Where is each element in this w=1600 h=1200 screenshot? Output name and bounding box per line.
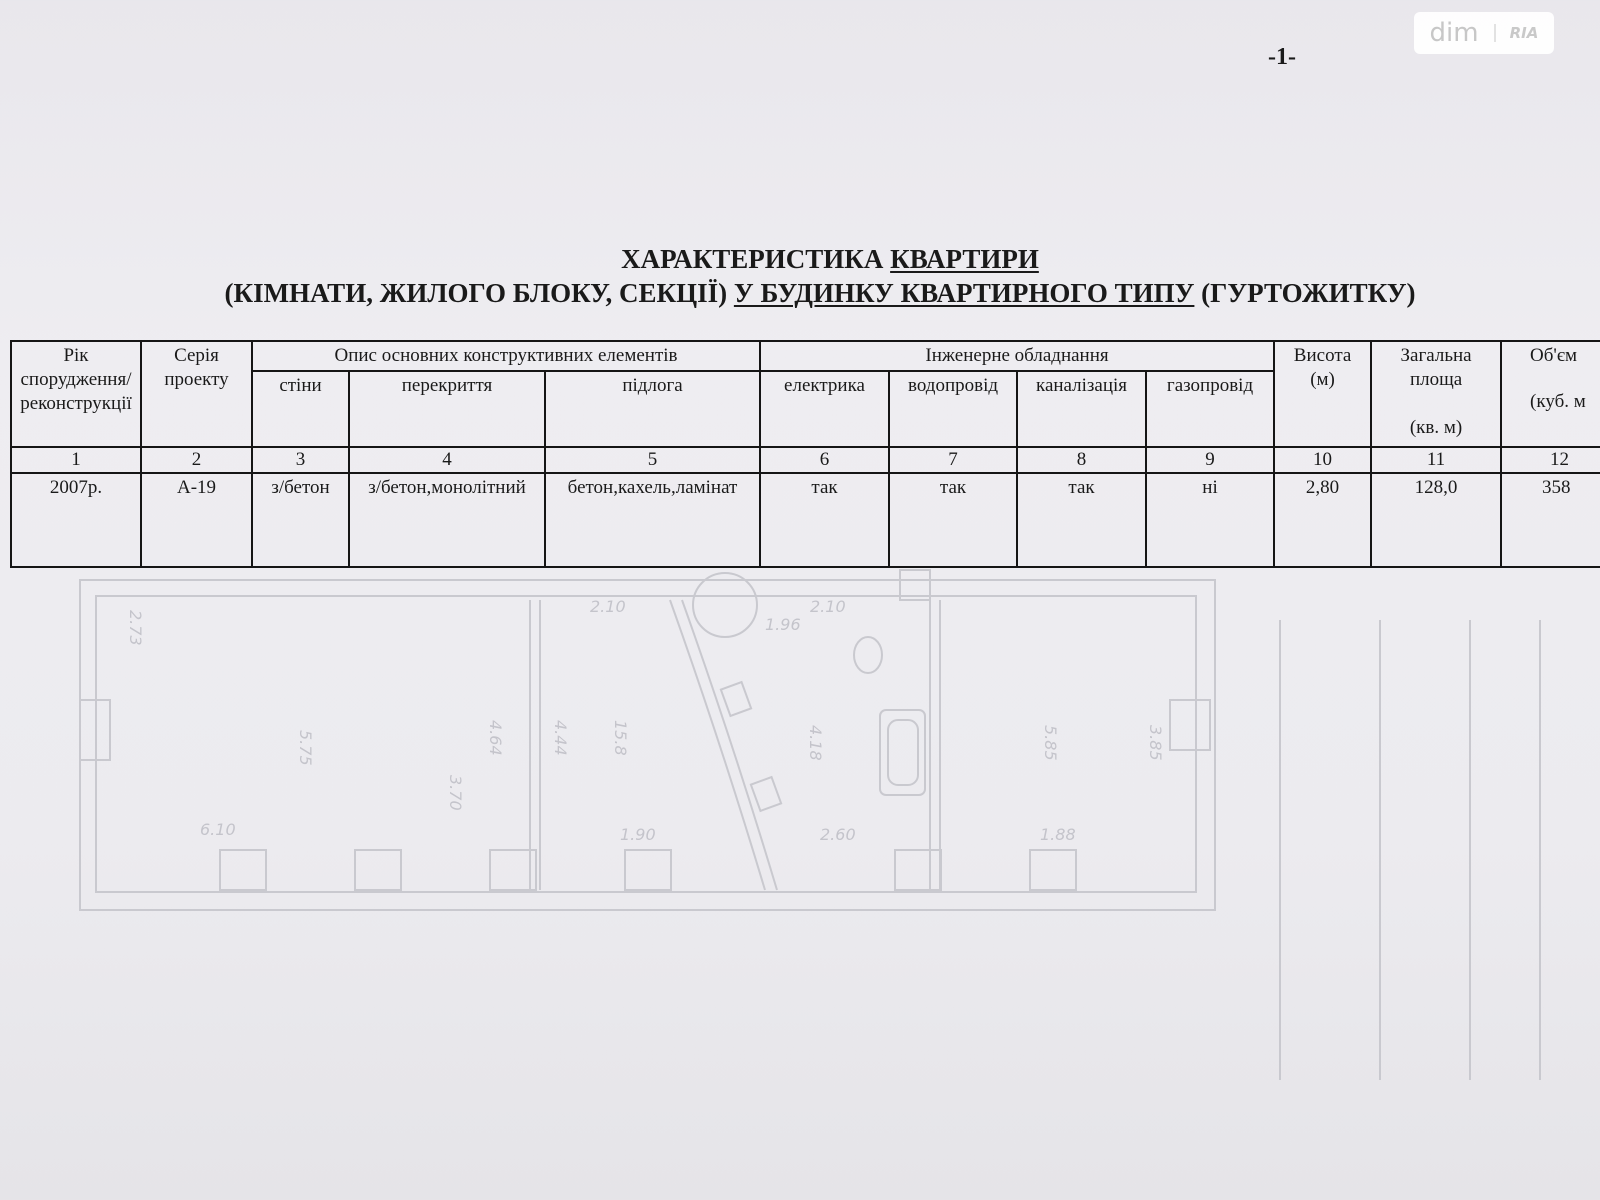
header-volume-unit: (куб. м: [1530, 391, 1586, 412]
plan-label: 3.70: [446, 775, 465, 811]
floor-plan-drawing: [0, 560, 1600, 1120]
column-number: 11: [1371, 447, 1501, 473]
cell-ceiling: з/бетон,монолітний: [349, 473, 545, 567]
plan-label: 1.96: [765, 615, 801, 634]
title-line2-part2: (ГУРТОЖИТКУ): [1194, 278, 1416, 308]
column-number: 2: [141, 447, 252, 473]
plan-label: 5.75: [296, 730, 315, 766]
plan-label: 4.64: [486, 720, 505, 756]
plan-label: 1.90: [620, 825, 656, 844]
column-number: 9: [1146, 447, 1274, 473]
column-number: 7: [889, 447, 1017, 473]
cell-height: 2,80: [1274, 473, 1371, 567]
cell-series: А-19: [141, 473, 252, 567]
title-line1-underlined: КВАРТИРИ: [890, 244, 1039, 274]
cell-year: 2007р.: [11, 473, 141, 567]
header-floor: підлога: [545, 371, 760, 447]
column-number: 6: [760, 447, 889, 473]
title-line1-plain: ХАРАКТЕРИСТИКА: [621, 244, 891, 274]
cell-gas: ні: [1146, 473, 1274, 567]
cell-walls: з/бетон: [252, 473, 349, 567]
plan-label: 4.18: [806, 725, 825, 761]
header-height-unit: (м): [1310, 369, 1335, 390]
header-group-structure: Опис основних конструктивних елементів: [252, 341, 760, 371]
watermark-logo: [1414, 12, 1554, 54]
header-sewer: каналізація: [1017, 371, 1146, 447]
column-number: 10: [1274, 447, 1371, 473]
header-area: [1371, 341, 1501, 447]
characteristics-table: [10, 340, 1600, 568]
column-number: 1: [11, 447, 141, 473]
column-number: 4: [349, 447, 545, 473]
column-number: 5: [545, 447, 760, 473]
header-volume-label: Об'єм: [1530, 345, 1578, 366]
plan-label: 6.10: [200, 820, 236, 839]
header-walls: стіни: [252, 371, 349, 447]
cell-volume: 358: [1501, 473, 1600, 567]
header-area-label: Загальна площа: [1400, 345, 1472, 390]
cell-area: 128,0: [1371, 473, 1501, 567]
plan-label: 2.60: [820, 825, 856, 844]
cell-water: так: [889, 473, 1017, 567]
plan-label: 5.85: [1041, 725, 1060, 761]
plan-label: 2.10: [810, 597, 846, 616]
header-area-unit: (кв. м): [1409, 417, 1463, 438]
header-gas: газопровід: [1146, 371, 1274, 447]
header-year: Рік спорудження/ реконструкції: [11, 341, 141, 447]
cell-floor: бетон,кахель,ламінат: [545, 473, 760, 567]
header-volume: [1501, 341, 1600, 447]
table-row: [11, 473, 1600, 567]
plan-label: 1.88: [1040, 825, 1076, 844]
header-series: Серія проекту: [141, 341, 252, 447]
plan-label: 2.73: [126, 610, 145, 646]
watermark-brand-right: RIA: [1494, 24, 1552, 42]
column-number: 3: [252, 447, 349, 473]
header-ceiling: перекриття: [349, 371, 545, 447]
plan-label: 4.44: [551, 720, 570, 756]
title-line2-underlined: У БУДИНКУ КВАРТИРНОГО ТИПУ: [733, 278, 1195, 308]
plan-label: 15.8: [611, 720, 630, 756]
page-number: -1-: [1268, 44, 1296, 70]
column-number: 8: [1017, 447, 1146, 473]
cell-sewer: так: [1017, 473, 1146, 567]
plan-label: 3.85: [1146, 725, 1165, 761]
header-water: водопровід: [889, 371, 1017, 447]
watermark-brand-left: dim: [1429, 18, 1479, 48]
header-height-label: Висота: [1293, 345, 1352, 366]
cell-electric: так: [760, 473, 889, 567]
document-title-line2: [0, 278, 1600, 309]
document-title-line1: [0, 244, 1600, 275]
header-electric: електрика: [760, 371, 889, 447]
header-height: [1274, 341, 1371, 447]
title-line2-part1: (КІМНАТИ, ЖИЛОГО БЛОКУ, СЕКЦІЇ): [224, 278, 734, 308]
column-number: 12: [1501, 447, 1600, 473]
header-group-engineering: Інженерне обладнання: [760, 341, 1274, 371]
plan-label: 2.10: [590, 597, 626, 616]
